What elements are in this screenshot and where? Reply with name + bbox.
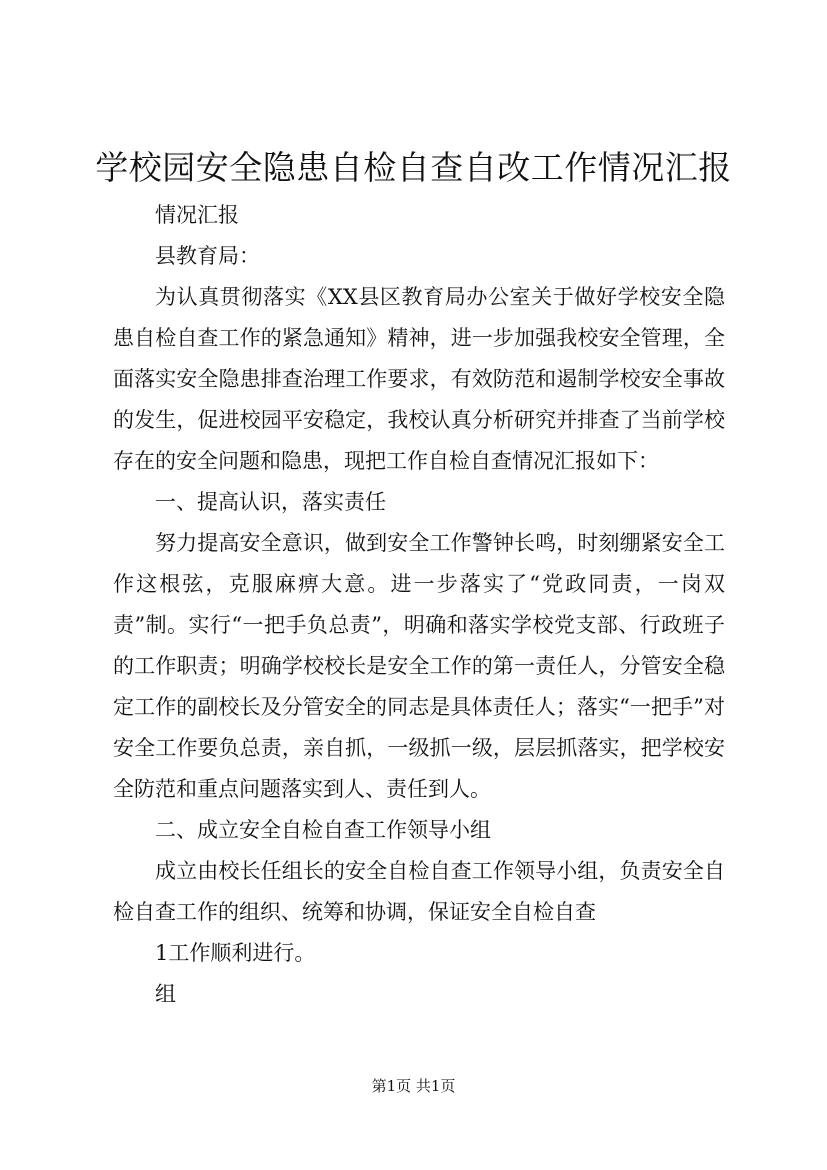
paragraph-section-2: 成立由校长任组长的安全自检自查工作领导小组，负责安全自检自查工作的组织、统筹和协调，保证安全自检自查 [113, 859, 725, 924]
section-heading-2: 二、成立安全自检自查工作领导小组 [155, 818, 491, 842]
document-title: 学校园安全隐患自检自查自改工作情况汇报 [95, 148, 732, 187]
document-body [113, 195, 725, 1015]
paragraph-section-1: 努力提高安全意识，做到安全工作警钟长鸣，时刻绷紧安全工作这根弦，克服麻痹大意。进一步落实了“党政同责，一岗双责”制。实行“一把手负总责”，明确和落实学校党支部、行政班子的工作职责；明确学校校长是安全工作的第一责任人，分管安全稳定工作的副校长及分管安全的同志是具体责任人；落实“一把手”对安全工作要负总责，亲自抓，一级抓一级，层层抓落实，把学校安全防范和重点问题落实到人、责任到人。 [113, 531, 725, 801]
paragraph-fragment: 组 [155, 982, 176, 1006]
paragraph-continuation: 1工作顺利进行。 [155, 941, 316, 965]
page-footer: 第1页 共1页 [371, 1077, 456, 1095]
section-heading-1: 一、提高认识，落实责任 [155, 490, 386, 514]
paragraph-heading: 情况汇报 [155, 203, 239, 227]
paragraph-recipient: 县教育局： [155, 244, 260, 268]
paragraph-intro: 为认真贯彻落实《XX县区教育局办公室关于做好学校安全隐患自检自查工作的紧急通知》精神，进一步加强我校安全管理，全面落实安全隐患排查治理工作要求，有效防范和遏制学校安全事故的发生，促进校园平安稳定，我校认真分析研究并排查了当前学校存在的安全问题和隐患，现把工作自检自查情况汇报如下： [113, 285, 725, 473]
